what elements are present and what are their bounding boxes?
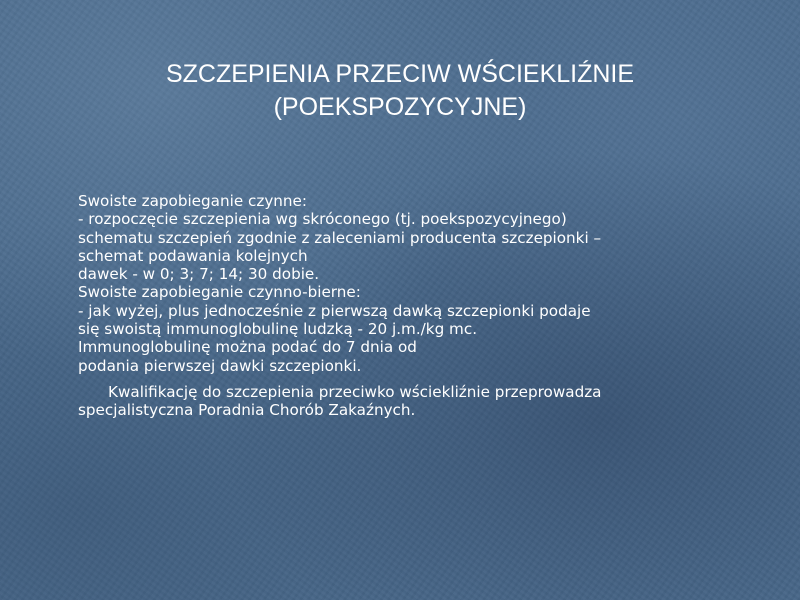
body-line: się swoistą immunoglobulinę ludzką - 20 j.m./kg mc. <box>78 320 478 339</box>
body-line: dawek - w 0; 3; 7; 14; 30 dobie. <box>78 265 320 284</box>
title-line-1: SZCZEPIENIA PRZECIW WŚCIEKLIŹNIE <box>165 60 635 88</box>
body-line: Swoiste zapobieganie czynne: <box>78 192 308 210</box>
slide-body <box>78 192 778 420</box>
body-line: Swoiste zapobieganie czynno-bierne: <box>78 283 361 302</box>
closing-line: Kwalifikację do szczepienia przeciwko wściekliźnie przeprowadza <box>108 382 602 401</box>
body-line: schematu szczepień zgodnie z zaleceniami producenta szczepionki – <box>78 228 602 247</box>
body-line: - jak wyżej, plus jednocześnie z pierwszą dawką szczepionki podaje <box>78 301 591 320</box>
closing-paragraph <box>78 383 778 420</box>
body-line: - rozpoczęcie szczepienia wg skróconego (tj. poekspozycyjnego) <box>78 210 567 229</box>
closing-line: specjalistyczna Poradnia Chorób Zakaźnych. <box>78 401 416 420</box>
body-line: podania pierwszej dawki szczepionki. <box>78 356 362 375</box>
body-line: Immunoglobulinę można podać do 7 dnia od <box>78 338 417 357</box>
slide-title <box>60 58 740 124</box>
title-line-2: (POEKSPOZYCYJNE) <box>273 93 527 121</box>
body-line: schemat podawania kolejnych <box>78 246 308 265</box>
